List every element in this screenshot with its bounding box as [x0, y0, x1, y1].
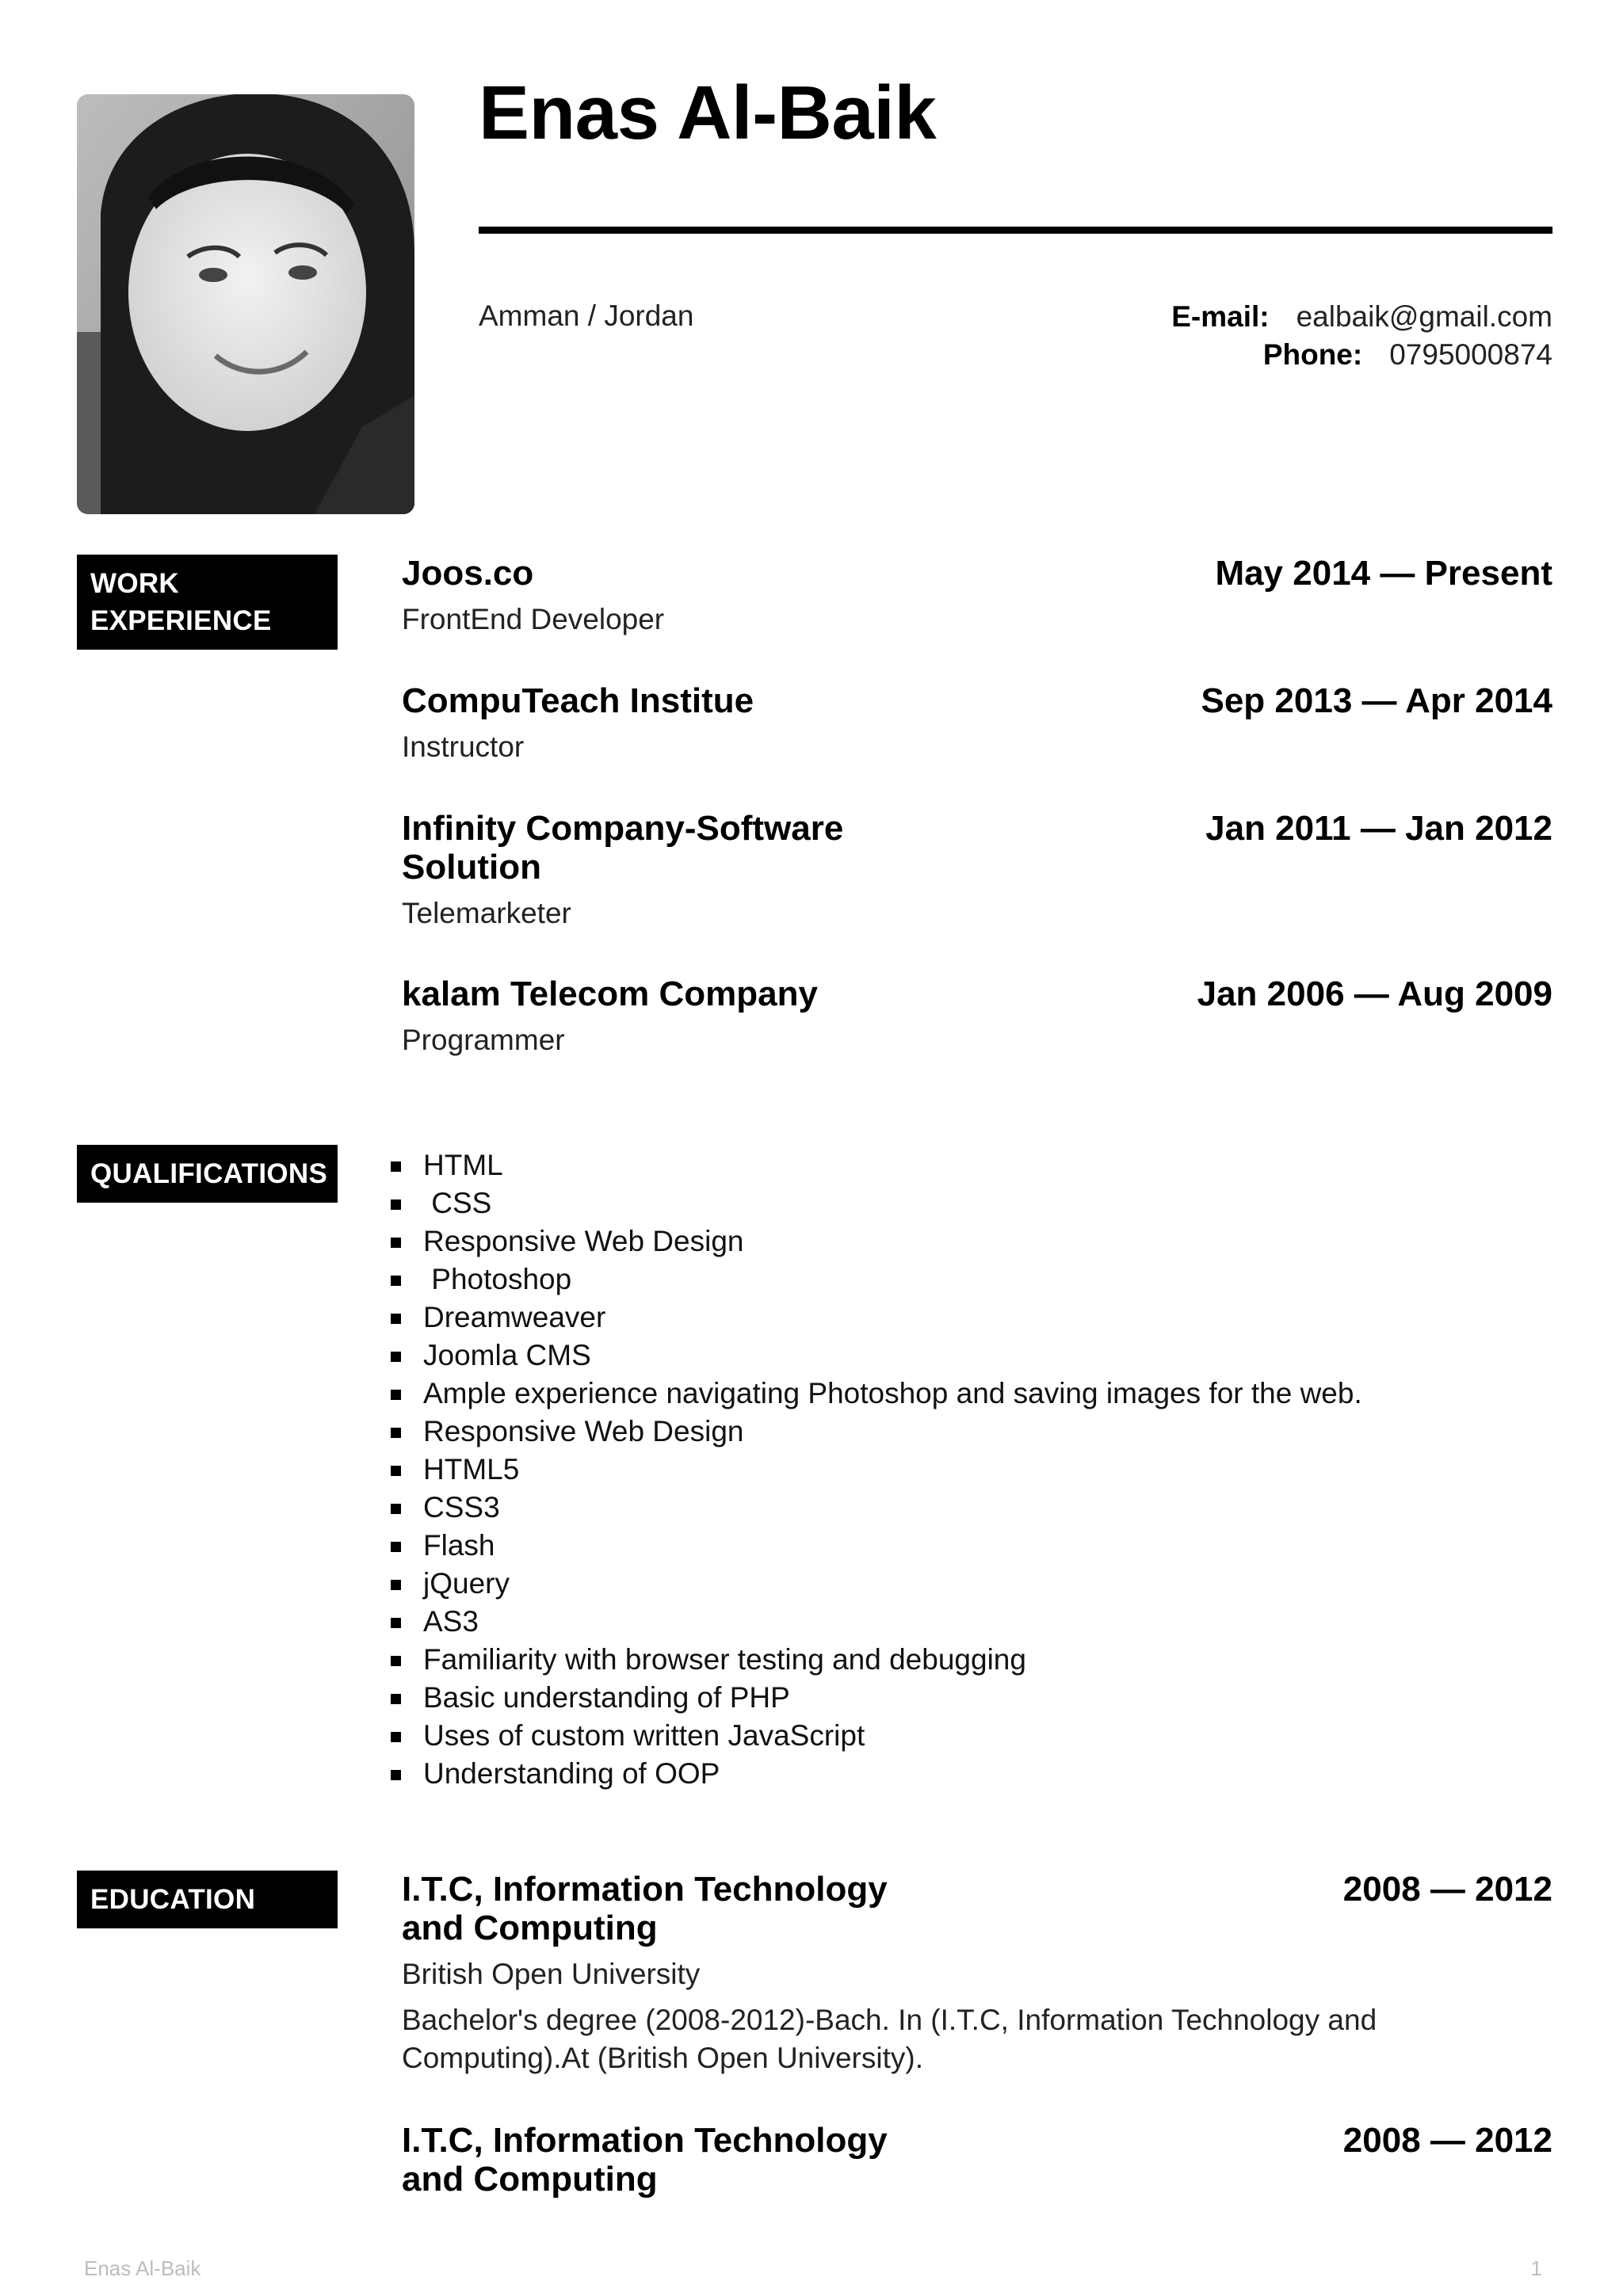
qualifications-list: [391, 1146, 1362, 1793]
phone-row: [1171, 336, 1552, 374]
location: Amman / Jordan: [479, 299, 694, 332]
education-dates: 2008 — 2012: [1342, 2121, 1552, 2160]
work-dates: Sep 2013 — Apr 2014: [1201, 681, 1552, 720]
section-label-work-experience: [77, 555, 338, 650]
education-title: I.T.C, Information Technology and Computing: [402, 1870, 888, 1947]
bullet-icon: [391, 1314, 401, 1324]
bullet-icon: [391, 1618, 401, 1628]
bullet-icon: [391, 1542, 401, 1552]
bullet-icon: [391, 1580, 401, 1590]
work-company: kalam Telecom Company: [402, 974, 818, 1013]
bullet-icon: [391, 1656, 401, 1666]
email-label: E-mail:: [1171, 300, 1270, 333]
work-company: CompuTeach Institue: [402, 681, 754, 720]
section-label-qualifications: QUALIFICATIONS: [77, 1145, 338, 1203]
phone-label: Phone:: [1262, 338, 1363, 371]
bullet-icon: [391, 1504, 401, 1514]
list-item: Responsive Web Design: [391, 1222, 1362, 1261]
footer-page-number: 1: [1530, 2256, 1542, 2280]
work-company: Infinity Company-Software Solution: [402, 809, 844, 887]
work-entry: [402, 974, 1552, 1058]
education-title: I.T.C, Information Technology and Computing: [402, 2121, 888, 2199]
email-row: [1171, 298, 1552, 336]
section-label-education: EDUCATION: [77, 1871, 338, 1928]
work-dates: Jan 2006 — Aug 2009: [1197, 974, 1552, 1013]
list-item: CSS: [391, 1184, 1362, 1222]
bullet-icon: [391, 1199, 401, 1210]
bullet-icon: [391, 1161, 401, 1172]
bullet-icon: [391, 1390, 401, 1400]
work-entry: [402, 554, 1552, 637]
list-item: Flash: [391, 1527, 1362, 1565]
list-item: Basic understanding of PHP: [391, 1679, 1362, 1717]
header-divider: [479, 227, 1552, 234]
education-description: Bachelor's degree (2008-2012)-Bach. In (I.T.C, Information Technology and Computing).At (British Open University).: [402, 2004, 1377, 2074]
phone-value: 0795000874: [1389, 338, 1552, 371]
bullet-icon: [391, 1238, 401, 1248]
list-item: Dreamweaver: [391, 1299, 1362, 1337]
list-item: HTML: [391, 1146, 1362, 1184]
work-role: Programmer: [402, 1024, 565, 1056]
bullet-icon: [391, 1770, 401, 1780]
education-school: British Open University: [402, 1958, 701, 1990]
profile-photo-image: [77, 94, 414, 514]
work-entry: [402, 681, 1552, 765]
list-item: Joomla CMS: [391, 1337, 1362, 1375]
education-entry: [402, 2121, 1552, 2199]
section-label-line: WORK: [90, 568, 180, 599]
profile-photo: [77, 94, 414, 514]
bullet-icon: [391, 1694, 401, 1704]
education-entry: [402, 1870, 1552, 2077]
work-company: Joos.co: [402, 554, 534, 593]
contact-block: [1171, 298, 1552, 374]
bullet-icon: [391, 1352, 401, 1362]
work-dates: May 2014 — Present: [1215, 554, 1552, 593]
bullet-icon: [391, 1732, 401, 1742]
email-value: ealbaik@gmail.com: [1296, 300, 1552, 333]
list-item: Responsive Web Design: [391, 1413, 1362, 1451]
work-dates: Jan 2011 — Jan 2012: [1205, 809, 1552, 848]
list-item: Uses of custom written JavaScript: [391, 1717, 1362, 1755]
list-item: Understanding of OOP: [391, 1755, 1362, 1793]
section-label-line: EXPERIENCE: [90, 605, 272, 636]
work-role: FrontEnd Developer: [402, 603, 665, 635]
list-item: HTML5: [391, 1451, 1362, 1489]
bullet-icon: [391, 1276, 401, 1286]
list-item: Photoshop: [391, 1261, 1362, 1299]
candidate-name: Enas Al-Baik: [479, 71, 937, 155]
footer-name: Enas Al-Baik: [84, 2256, 201, 2280]
list-item: Familiarity with browser testing and debugging: [391, 1641, 1362, 1679]
work-role: Instructor: [402, 730, 525, 763]
list-item: CSS3: [391, 1489, 1362, 1527]
list-item: AS3: [391, 1603, 1362, 1641]
education-dates: 2008 — 2012: [1342, 1870, 1552, 1909]
work-entry: [402, 809, 1552, 931]
bullet-icon: [391, 1466, 401, 1476]
list-item: jQuery: [391, 1565, 1362, 1603]
list-item: Ample experience navigating Photoshop and saving images for the web.: [391, 1375, 1362, 1413]
work-role: Telemarketer: [402, 897, 571, 929]
bullet-icon: [391, 1428, 401, 1438]
